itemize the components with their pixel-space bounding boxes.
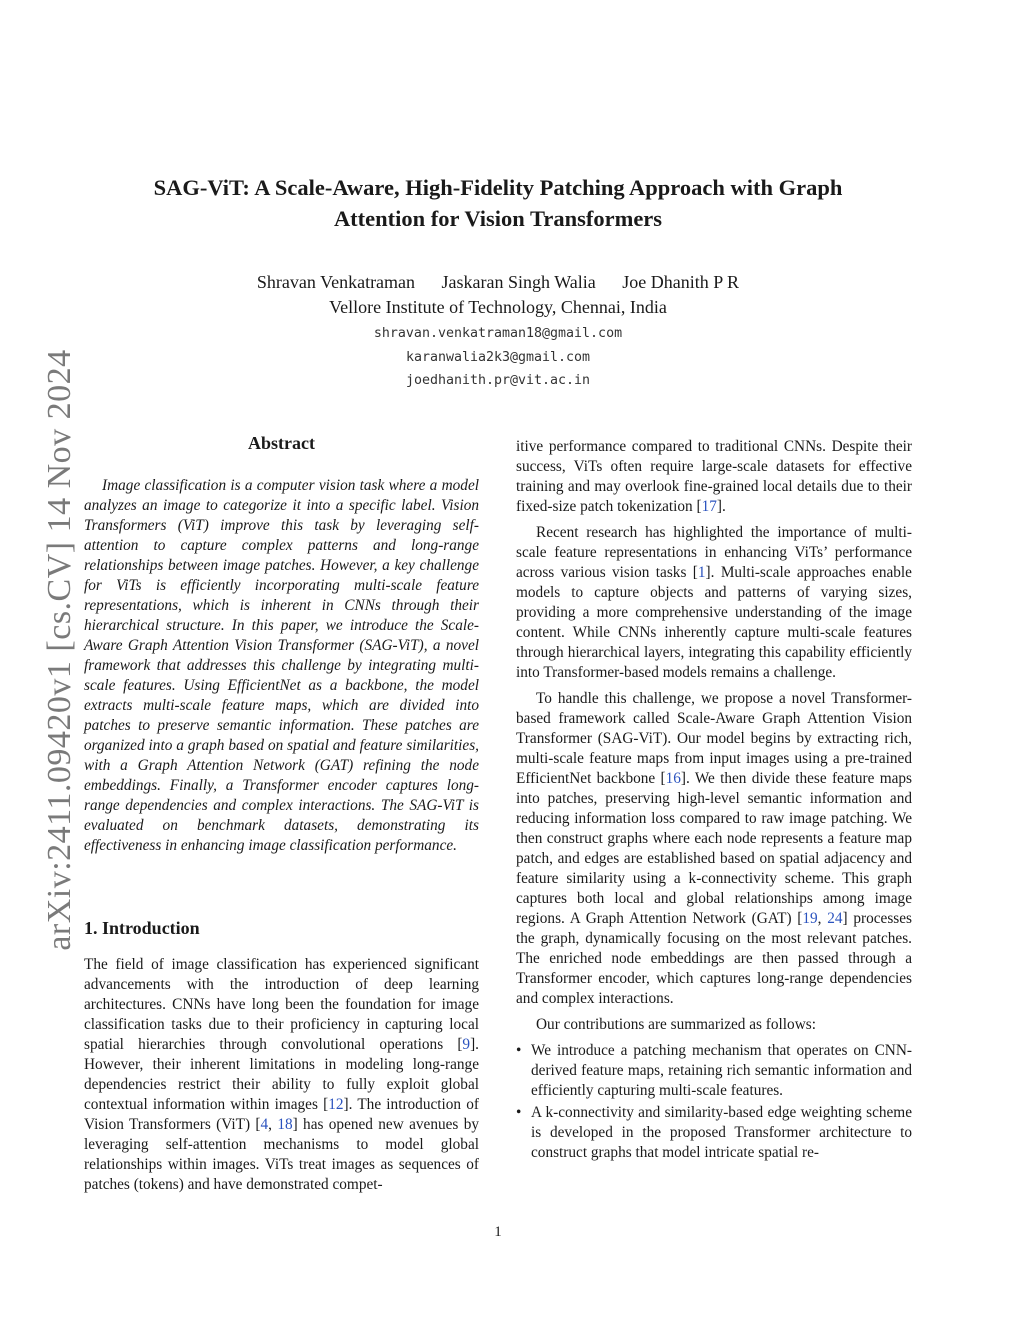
text-run: ]. Multi-scale approaches enable models to capture objects and patterns of varying sizes, providing a more comprehensive understanding of the image content. While CNNs inherently capture multi-scale features through hierarchical layers, integrating this capability efficiently into Transformer-based models remains a challenge.: [516, 564, 912, 681]
citation-link[interactable]: 16: [665, 770, 681, 787]
text-run: ,: [268, 1116, 278, 1133]
author-email: joedhanith.pr@vit.ac.in: [405, 373, 591, 388]
list-item: [516, 1103, 912, 1163]
paragraph-multiscale: [516, 523, 912, 683]
title-line-2: Attention for Vision Transformers: [333, 206, 663, 231]
abstract-heading: Abstract: [248, 433, 315, 453]
author-email: shravan.venkatraman18@gmail.com: [373, 326, 623, 341]
paragraph-proposal: [516, 689, 912, 1009]
citation-link[interactable]: 17: [701, 498, 717, 515]
list-item-text: A k-connectivity and similarity-based edge weighting scheme is developed in the proposed Transformer architecture to construct graphs that model intricate spatial re-: [531, 1104, 912, 1161]
text-run: Recent research has highlighted the importance of multi-scale feature representations in enhancing ViTs’ performance across various vision tasks [: [516, 524, 912, 581]
list-item-text: We introduce a patching mechanism that operates on CNN-derived feature maps, retaining rich semantic information and efficiently capturing multi-scale features.: [531, 1042, 912, 1099]
page-number: 1: [494, 1224, 502, 1240]
right-column: [516, 437, 912, 1165]
citation-link[interactable]: 24: [827, 910, 843, 927]
citation-link[interactable]: 18: [277, 1116, 293, 1133]
intro-paragraph: [84, 955, 479, 1195]
paragraph-contributions-intro: Our contributions are summarized as follows:: [536, 1016, 816, 1033]
text-run: ].: [716, 498, 726, 515]
text-run: ,: [817, 910, 828, 927]
paper-title: [110, 172, 886, 234]
text-run: itive performance compared to traditional CNNs. Despite their success, ViTs often require large-scale datasets for effective training and may overlook fine-grained local details due to their fixed-size patch tokenization [: [516, 438, 912, 515]
text-run: ]. However, their inherent limitations in modeling long-range dependencies restrict their ability to fully exploit global contextual information within images [: [84, 1036, 479, 1113]
citation-link[interactable]: 19: [802, 910, 818, 927]
text-run: ]. The introduction of Vision Transformers (ViT) [: [84, 1096, 479, 1133]
author-block: [110, 270, 886, 320]
email-list: [110, 322, 886, 393]
section-heading-introduction: 1. Introduction: [84, 918, 200, 938]
text-run: To handle this challenge, we propose a novel Transformer-based framework called Scale-Aware Graph Attention Vision Transformer (SAG-ViT). Our model begins by extracting rich, multi-scale feature maps from input images using a pre-trained EfficientNet backbone [: [516, 690, 912, 787]
citation-link[interactable]: 4: [260, 1116, 269, 1133]
list-item: [516, 1041, 912, 1101]
title-line-1: SAG-ViT: A Scale-Aware, High-Fidelity Patching Approach with Graph: [153, 175, 843, 200]
paragraph-continued: [516, 437, 912, 517]
affiliation: Vellore Institute of Technology, Chennai, India: [329, 297, 667, 317]
author-email: karanwalia2k3@gmail.com: [405, 349, 591, 365]
arxiv-identifier: arXiv:2411.09420v1 [cs.CV] 14 Nov 2024: [41, 349, 78, 951]
text-run: ] has opened new avenues by leveraging self-attention mechanisms to model global relationships within images. ViTs treat images as sequences of patches (tokens) and have demonstrated compet-: [84, 1116, 479, 1193]
author-list: [110, 270, 886, 295]
bullet-icon: •: [516, 1104, 522, 1121]
citation-link[interactable]: 1: [697, 564, 706, 581]
citation-link[interactable]: 9: [462, 1036, 471, 1053]
citation-link[interactable]: 12: [328, 1096, 344, 1113]
bullet-icon: •: [516, 1042, 522, 1059]
author-name: Jaskaran Singh Walia: [441, 272, 596, 292]
author-name: Joe Dhanith P R: [622, 272, 740, 292]
contributions-list: [516, 1041, 912, 1163]
text-run: ]. We then divide these feature maps into patches, preserving high-level semantic information and reducing information loss compared to raw image patching. We then construct graphs where each node represents a feature map patch, and edges are established based on spatial adjacency and feature similarity using a k-connectivity scheme. This graph captures both local and global relationships among image regions. A Graph Attention Network (GAT) [: [516, 770, 912, 927]
text-run: ] processes the graph, dynamically focusing on the most relevant patches. The enriched node embeddings are then passed through a Transformer encoder, which captures long-range dependencies and complex interactions.: [516, 910, 912, 1007]
abstract-text: Image classification is a computer vision task where a model analyzes an image to categorize it into a specific label. Vision Transformers (ViT) improve this task by leveraging self-attention to capture complex patterns and long-range relationships between image patches. However, a key challenge for ViTs is efficiently incorporating multi-scale feature representations, which is inherent in CNNs through their hierarchical structure. In this paper, we introduce the Scale-Aware Graph Attention Vision Transformer (SAG-ViT), a novel framework that addresses this challenge by integrating multi-scale features. Using EfficientNet as a backbone, the model extracts multi-scale feature maps, which are divided into patches to preserve semantic information. These patches are organized into a graph based on spatial and feature similarities, with a Graph Attention Network (GAT) refining the node embeddings. Finally, a Transformer encoder captures long-range dependencies and complex interactions. The SAG-ViT is evaluated on benchmark datasets, demonstrating its effectiveness in enhancing image classification performance.: [84, 477, 479, 854]
text-run: The field of image classification has experienced significant advancements with the introduction of deep learning architectures. CNNs have long been the foundation for image classification tasks due to their proficiency in capturing local spatial hierarchies through convolutional operations [: [84, 956, 479, 1053]
author-name: Shravan Venkatraman: [256, 272, 416, 292]
